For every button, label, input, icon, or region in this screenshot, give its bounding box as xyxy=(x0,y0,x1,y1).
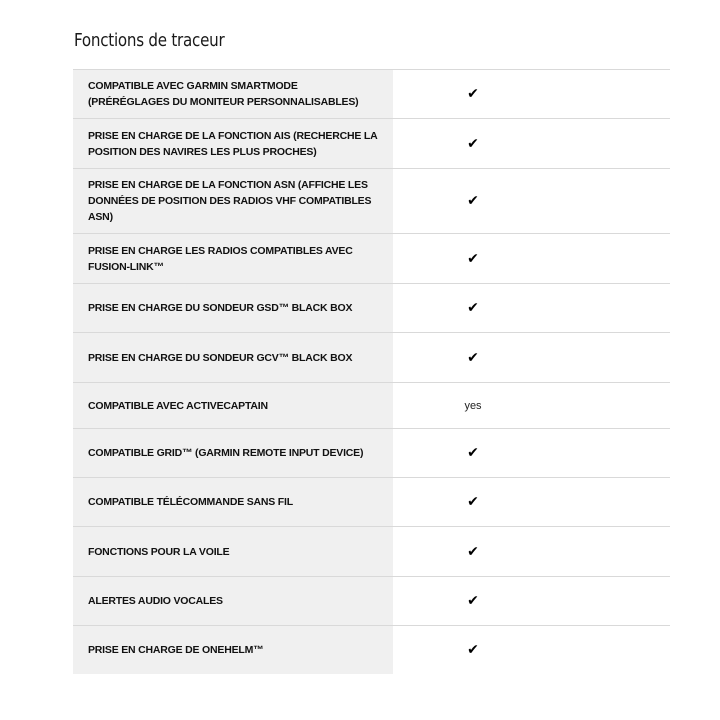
feature-value xyxy=(393,169,670,234)
table-row xyxy=(73,70,670,119)
feature-value xyxy=(393,234,670,284)
check-mark-icon: ✔ xyxy=(467,250,479,267)
check-mark-icon: ✔ xyxy=(467,494,479,510)
feature-value xyxy=(393,577,670,626)
feature-value xyxy=(393,429,670,478)
feature-label: PRISE EN CHARGE LES RADIOS COMPATIBLES AVEC FUSION-LINK™ xyxy=(73,234,393,284)
table-row xyxy=(73,169,670,234)
check-mark-icon: ✔ xyxy=(467,349,479,366)
table-row xyxy=(73,284,670,333)
check-mark-icon: ✔ xyxy=(467,300,479,316)
check-mark-icon: ✔ xyxy=(467,445,479,461)
feature-label: COMPATIBLE AVEC GARMIN SMARTMODE (PRÉRÉGLAGES DU MONITEUR PERSONNALISABLES) xyxy=(73,70,393,119)
feature-label: COMPATIBLE AVEC ACTIVECAPTAIN xyxy=(73,383,393,429)
feature-value-text: yes xyxy=(464,399,482,412)
feature-value xyxy=(393,70,670,119)
table-row xyxy=(73,383,670,429)
table-row xyxy=(73,333,670,383)
table-row xyxy=(73,626,670,674)
check-mark-icon: ✔ xyxy=(467,86,479,102)
check-mark-icon: ✔ xyxy=(467,193,479,209)
feature-label: FONCTIONS POUR LA VOILE xyxy=(73,527,393,577)
feature-label: PRISE EN CHARGE DE LA FONCTION AIS (RECHERCHE LA POSITION DES NAVIRES LES PLUS PROCHES) xyxy=(73,119,393,169)
table-row xyxy=(73,527,670,577)
table-row xyxy=(73,119,670,169)
feature-value xyxy=(393,284,670,333)
feature-value xyxy=(393,383,670,429)
table-row xyxy=(73,234,670,284)
feature-value xyxy=(393,478,670,527)
feature-value xyxy=(393,119,670,169)
table-row xyxy=(73,478,670,527)
feature-value xyxy=(393,333,670,383)
feature-value xyxy=(393,527,670,577)
feature-label: COMPATIBLE GRID™ (GARMIN REMOTE INPUT DEVICE) xyxy=(73,429,393,478)
features-table xyxy=(73,69,670,674)
feature-label: PRISE EN CHARGE DE LA FONCTION ASN (AFFICHE LES DONNÉES DE POSITION DES RADIOS VHF COMPATIBLES ASN) xyxy=(73,169,393,234)
table-row xyxy=(73,429,670,478)
check-mark-icon: ✔ xyxy=(467,641,479,658)
feature-label: ALERTES AUDIO VOCALES xyxy=(73,577,393,626)
feature-label: PRISE EN CHARGE DU SONDEUR GCV™ BLACK BOX xyxy=(73,333,393,383)
feature-label: PRISE EN CHARGE DE ONEHELM™ xyxy=(73,626,393,674)
check-mark-icon: ✔ xyxy=(467,593,479,609)
check-mark-icon: ✔ xyxy=(467,543,479,560)
check-mark-icon: ✔ xyxy=(467,135,479,152)
table-row xyxy=(73,577,670,626)
section-title: Fonctions de traceur xyxy=(74,30,225,51)
feature-label: PRISE EN CHARGE DU SONDEUR GSD™ BLACK BOX xyxy=(73,284,393,333)
feature-label: COMPATIBLE TÉLÉCOMMANDE SANS FIL xyxy=(73,478,393,527)
feature-value xyxy=(393,626,670,674)
